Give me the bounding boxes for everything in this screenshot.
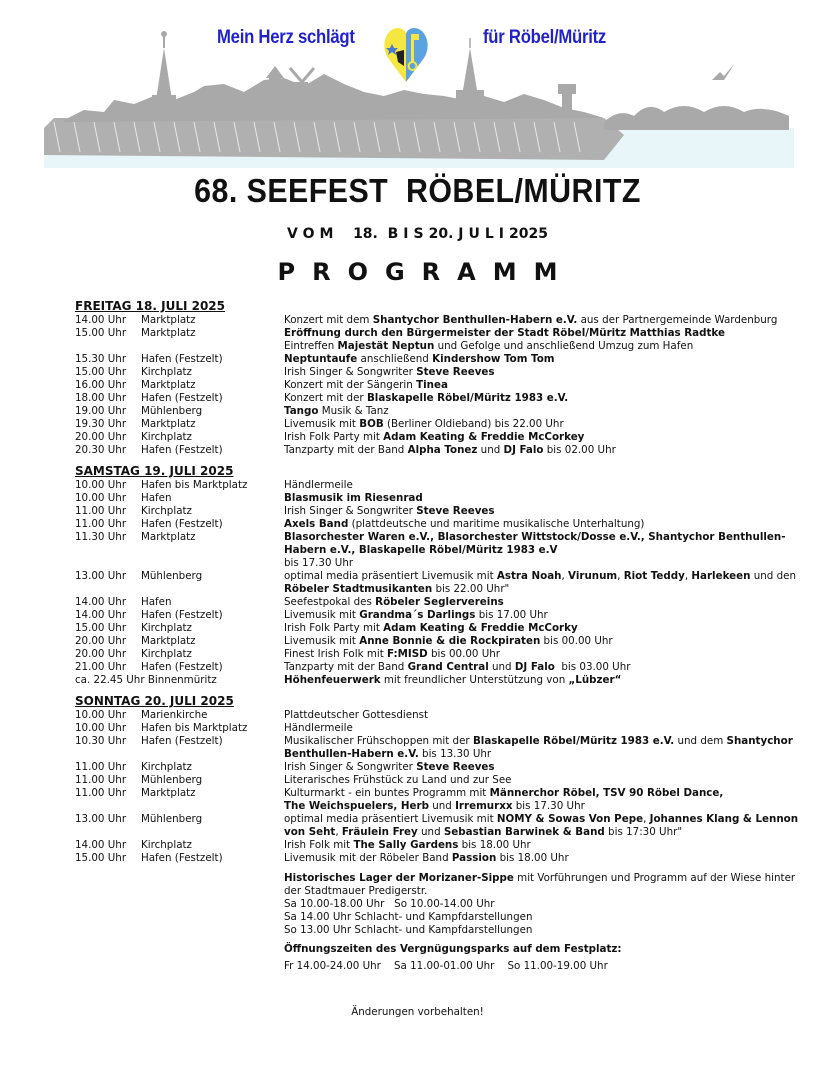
plain-text: und Gefolge und anschließend Umzug zum Hafen (434, 340, 694, 352)
plain-text: (plattdeutsche und maritime musikalische Unterhaltung) (348, 518, 645, 530)
plain-text: Eintreffen (284, 340, 338, 352)
event-location: Marktplatz (141, 787, 196, 799)
plain-text: bis 13.30 Uhr (418, 748, 492, 760)
day-section (75, 299, 805, 457)
event-time: 14.00 Uhr (75, 314, 127, 326)
event-time: 19.30 Uhr (75, 418, 127, 430)
event-description (284, 505, 805, 518)
plain-text: (Berliner Oldieband) bis 22.00 Uhr (383, 418, 564, 430)
highlight-text: Majestät Neptun (337, 340, 435, 352)
town-skyline-illustration (44, 0, 794, 168)
lager-sunday-battle: So 13.00 Uhr Schlacht- und Kampfdarstellungen (284, 924, 533, 936)
event-location: Mühlenberg (141, 405, 203, 417)
lager-text: mit Vorführungen und Programm auf der Wiese hinter der Stadtmauer Predigerstr. (284, 872, 796, 897)
event-location: Mühlenberg (141, 813, 203, 825)
event-description (284, 761, 805, 774)
event-location: Mühlenberg (141, 570, 203, 582)
event-row (75, 674, 805, 687)
event-description (284, 722, 805, 735)
event-location: Kirchplatz (141, 648, 192, 660)
event-time: 10.30 Uhr (75, 735, 127, 747)
event-description (284, 622, 805, 635)
houses-silhouette (64, 74, 604, 122)
highlight-text: Anne Bonnie & die Rockpiraten (359, 635, 541, 647)
plain-text: bis 00.00 Uhr (540, 635, 613, 647)
plain-text: Irish Singer & Songwriter (284, 761, 417, 773)
plain-text: Händlermeile (284, 722, 353, 734)
plain-text: Livemusik mit (284, 635, 360, 647)
event-row (75, 787, 805, 813)
slogan-right: für Röbel/Müritz (483, 27, 607, 48)
event-row (75, 722, 805, 735)
event-time: 11.00 Uhr (75, 505, 127, 517)
event-description (284, 609, 805, 622)
event-time: 20.00 Uhr (75, 431, 127, 443)
event-location: Hafen bis Marktplatz (141, 722, 248, 734)
lager-description (284, 872, 805, 898)
plain-text: Musikalischer Frühschoppen mit der (284, 735, 473, 747)
event-row (75, 431, 805, 444)
event-time: ca. 22.45 Uhr Binnenmüritz (75, 674, 217, 686)
event-row (75, 353, 805, 366)
event-description (284, 531, 805, 570)
event-location: Hafen (141, 596, 172, 608)
event-row (75, 761, 805, 774)
event-row (75, 570, 805, 596)
event-description (284, 392, 805, 405)
plain-text: , (643, 813, 650, 825)
event-time: 15.00 Uhr (75, 327, 127, 339)
event-location: Hafen (Festzelt) (141, 392, 223, 404)
event-location: Hafen (Festzelt) (141, 661, 223, 673)
event-location: Marktplatz (141, 635, 196, 647)
event-time: 15.00 Uhr (75, 852, 127, 864)
event-time: 20.00 Uhr (75, 635, 127, 647)
highlight-text: Blasorchester Waren e.V., Blasorchester Wittstock/Dosse e.V., Shantychor Benthullen-Habern e.V., Blaskapelle Röbel/Müritz 1983 e.V (284, 531, 786, 556)
event-description (284, 327, 805, 340)
dates-vom: VOM (287, 226, 339, 242)
dates-bis: BIS (387, 226, 429, 242)
event-row (75, 648, 805, 661)
event-time: 21.00 Uhr (75, 661, 127, 673)
event-row (75, 839, 805, 852)
page-title: 68. SEEFEST RÖBEL/MÜRITZ (194, 172, 641, 209)
heart-coat-of-arms-icon (384, 28, 427, 82)
slogan-left: Mein Herz schlägt (217, 27, 355, 48)
highlight-text: Astra Noah (496, 570, 562, 582)
plain-text: Literarisches Frühstück zu Land und zur See (284, 774, 512, 786)
highlight-text: Adam Keating & Freddie McCorkey (383, 431, 585, 443)
event-row (75, 492, 805, 505)
plain-text: und dem (674, 735, 727, 747)
event-description (284, 431, 805, 444)
event-time: 16.00 Uhr (75, 379, 127, 391)
event-location: Kirchplatz (141, 622, 192, 634)
event-row (75, 418, 805, 431)
plain-text: bis 18.00 Uhr (458, 839, 531, 851)
plain-text: bis 02.00 Uhr (543, 444, 616, 456)
event-description (284, 570, 805, 596)
event-description (284, 709, 805, 722)
day-heading: SONNTAG 20. JULI 2025 (75, 694, 234, 708)
plain-text: bis 17:30 Uhr" (604, 826, 683, 838)
park-hours: Fr 14.00-24.00 Uhr Sa 11.00-01.00 Uhr So 11.00-19.00 Uhr (284, 960, 608, 972)
event-description (284, 405, 805, 418)
highlight-text: Steve Reeves (416, 761, 495, 773)
event-description (284, 314, 805, 327)
event-row (75, 661, 805, 674)
event-time: 18.00 Uhr (75, 392, 127, 404)
event-time: 11.00 Uhr (75, 761, 127, 773)
event-description (284, 518, 805, 531)
highlight-text: Männerchor Röbel, TSV 90 Röbel Dance, (489, 787, 724, 799)
event-description (284, 648, 805, 661)
plain-text: Livemusik mit (284, 418, 360, 430)
event-row (75, 609, 805, 622)
highlight-text: Röbeler Seglervereins (375, 596, 504, 608)
highlight-text: Irremurxx (455, 800, 513, 812)
plain-text: aus der Partnergemeinde Wardenburg (577, 314, 778, 326)
event-row (75, 505, 805, 518)
event-location: Kirchplatz (141, 839, 192, 851)
program-schedule (75, 299, 805, 973)
highlight-text: DJ Falo (514, 661, 555, 673)
highlight-text: The Weichspuelers, Herb (284, 800, 429, 812)
plain-text: Livemusik mit der Röbeler Band (284, 852, 452, 864)
plain-text: optimal media präsentiert Livemusik mit (284, 570, 497, 582)
footer-note: Änderungen vorbehalten! (351, 1006, 484, 1018)
plain-text: bis 17.30 Uhr (512, 800, 585, 812)
day-heading: SAMSTAG 19. JULI 2025 (75, 464, 234, 478)
event-location: Kirchplatz (141, 505, 192, 517)
event-time: 11.30 Uhr (75, 531, 127, 543)
programm-heading: PROGRAMM (277, 258, 575, 286)
event-description (284, 353, 805, 366)
highlight-text: Adam Keating & Freddie McCorky (383, 622, 578, 634)
plain-text: Konzert mit der (284, 392, 367, 404)
plain-text: Tanzparty mit der Band (284, 444, 408, 456)
event-row (75, 379, 805, 392)
festival-dates (0, 226, 835, 242)
event-description (284, 774, 805, 787)
highlight-text: Kindershow Tom Tom (432, 353, 555, 365)
highlight-text: Alpha Tonez (407, 444, 478, 456)
event-location: Hafen (Festzelt) (141, 518, 223, 530)
highlight-text: Shantychor Benthullen-Habern e.V. (372, 314, 578, 326)
plain-text: bis 00.00 Uhr (427, 648, 501, 660)
plain-text: und (477, 444, 504, 456)
event-row (75, 518, 805, 531)
event-time: 10.00 Uhr (75, 709, 127, 721)
highlight-text: Blaskapelle Röbel/Müritz 1983 e.V. (472, 735, 675, 747)
seagull (712, 64, 734, 80)
plain-text: bis 17.30 Uhr (284, 557, 354, 569)
event-time: 14.00 Uhr (75, 596, 127, 608)
event-row (75, 392, 805, 405)
highlight-text: Blaskapelle Röbel/Müritz 1983 e.V. (366, 392, 569, 404)
dates-from: 18. (353, 226, 378, 242)
extra-info (284, 872, 805, 973)
highlight-text: Neptuntaufe (284, 353, 358, 365)
event-time: 14.00 Uhr (75, 609, 127, 621)
event-location: Hafen (Festzelt) (141, 735, 223, 747)
highlight-text: Virunum (568, 570, 618, 582)
plain-text: Seefestpokal des (284, 596, 376, 608)
plain-text: Händlermeile (284, 479, 353, 491)
highlight-text: Röbeler Stadtmusikanten (284, 583, 433, 595)
highlight-text: Axels Band (284, 518, 349, 530)
plain-text: und (488, 661, 515, 673)
event-time: 19.00 Uhr (75, 405, 127, 417)
event-location: Kirchplatz (141, 761, 192, 773)
plain-text: Irish Singer & Songwriter (284, 505, 417, 517)
event-time: 15.00 Uhr (75, 366, 127, 378)
highlight-text: Steve Reeves (416, 366, 495, 378)
highlight-text: Shantychor Benthullen-Habern e.V. (284, 735, 797, 760)
plain-text: bis 17.00 Uhr (475, 609, 548, 621)
plain-text: mit freundlicher Unterstützung von (380, 674, 569, 686)
plain-text: , (561, 570, 569, 582)
event-description (284, 813, 805, 839)
event-row (75, 709, 805, 722)
day-section (75, 464, 805, 687)
event-row (75, 366, 805, 379)
event-location: Hafen (141, 492, 172, 504)
plain-text: Irish Folk Party mit (284, 431, 384, 443)
plain-text: Tanzparty mit der Band (284, 661, 408, 673)
plain-text: und den (750, 570, 800, 582)
event-location: Marktplatz (141, 327, 196, 339)
highlight-text: Riot Teddy (623, 570, 685, 582)
header-banner (44, 0, 794, 168)
highlight-text: Steve Reeves (416, 505, 495, 517)
trees-right (604, 106, 789, 130)
event-location: Hafen bis Marktplatz (141, 479, 248, 491)
event-row (75, 774, 805, 787)
plain-text: Livemusik mit (284, 609, 360, 621)
event-description (284, 366, 805, 379)
church-spire-right (462, 48, 478, 96)
plain-text: Konzert mit dem (284, 314, 373, 326)
highlight-text: Eröffnung durch den Bürgermeister der Stadt Röbel/Müritz Matthias Radtke (284, 327, 725, 339)
lager-times: Sa 10.00-18.00 Uhr So 10.00-14.00 Uhr (284, 898, 495, 910)
highlight-text: „Lübzer“ (568, 674, 622, 686)
plain-text: bis 18.00 Uhr (496, 852, 569, 864)
highlight-text: Grand Central (407, 661, 489, 673)
event-time: 20.00 Uhr (75, 648, 127, 660)
event-row (75, 852, 805, 865)
plain-text: optimal media präsentiert Livemusik mit (284, 813, 497, 825)
event-row (75, 314, 805, 327)
event-row (75, 479, 805, 492)
event-description (284, 479, 805, 492)
event-row (75, 444, 805, 457)
event-location: Hafen (Festzelt) (141, 444, 223, 456)
event-location: Mühlenberg (141, 774, 203, 786)
plain-text: bis 03.00 Uhr (554, 661, 631, 673)
highlight-text: BOB (359, 418, 384, 430)
day-heading: FREITAG 18. JULI 2025 (75, 299, 225, 313)
event-description (284, 596, 805, 609)
event-time: 11.00 Uhr (75, 518, 127, 530)
event-description (284, 661, 805, 674)
event-time: 10.00 Uhr (75, 492, 127, 504)
plain-text: , (335, 826, 342, 838)
event-time: 15.00 Uhr (75, 622, 127, 634)
day-section (75, 694, 805, 865)
plain-text: , (684, 570, 692, 582)
plain-text: Irish Folk mit (284, 839, 354, 851)
event-description (284, 379, 805, 392)
event-location: Kirchplatz (141, 431, 192, 443)
highlight-text: Fräulein Frey (341, 826, 418, 838)
event-description (284, 852, 805, 865)
highlight-text: Passion (451, 852, 497, 864)
church-spire-left (156, 48, 172, 100)
event-row (75, 735, 805, 761)
lager-saturday-battle: Sa 14.00 Uhr Schlacht- und Kampfdarstellungen (284, 911, 533, 923)
highlight-text: Blasmusik im Riesenrad (284, 492, 423, 504)
event-location: Marienkirche (141, 709, 208, 721)
event-description (284, 735, 805, 761)
event-location: Marktplatz (141, 418, 196, 430)
plain-text: Kulturmarkt - ein buntes Programm mit (284, 787, 490, 799)
event-time (75, 340, 141, 353)
event-location (141, 340, 284, 353)
plain-text: Finest Irish Folk mit (284, 648, 388, 660)
park-hours-title: Öffnungszeiten des Vergnügungsparks auf dem Festplatz: (284, 943, 622, 955)
highlight-text: F:MISD (387, 648, 428, 660)
plain-text: und (428, 800, 456, 812)
event-location: Hafen (Festzelt) (141, 353, 223, 365)
plain-text: bis 22.00 Uhr" (432, 583, 510, 595)
event-description (284, 492, 805, 505)
event-time: 20.30 Uhr (75, 444, 127, 456)
event-row (75, 596, 805, 609)
plain-text: Plattdeutscher Gottesdienst (284, 709, 428, 721)
highlight-text: NOMY & Sowas Von Pepe (496, 813, 644, 825)
event-row (75, 531, 805, 570)
highlight-text: Tango (284, 405, 319, 417)
event-description (284, 839, 805, 852)
event-row (75, 622, 805, 635)
event-location: Marktplatz (141, 379, 196, 391)
highlight-text: DJ Falo (503, 444, 544, 456)
event-time: 14.00 Uhr (75, 839, 127, 851)
event-time: 13.00 Uhr (75, 570, 127, 582)
dates-month: JULI (458, 226, 509, 242)
event-time: 15.30 Uhr (75, 353, 127, 365)
plain-text: Irish Folk Party mit (284, 622, 384, 634)
dates-to: 20. (428, 226, 454, 242)
plain-text: und (417, 826, 444, 838)
event-description (284, 635, 805, 648)
highlight-text: Tinea (416, 379, 448, 391)
plain-text: Irish Singer & Songwriter (284, 366, 417, 378)
plain-text: anschließend (357, 353, 433, 365)
event-description (284, 787, 805, 813)
highlight-text: Johannes Klang & Lennon von Seht (284, 813, 802, 838)
lager-title: Historisches Lager der Morizaner-Sippe (284, 872, 514, 884)
plain-text: Musik & Tanz (318, 405, 389, 417)
event-row (75, 405, 805, 418)
highlight-text: Sebastian Barwinek & Band (443, 826, 605, 838)
plain-text: , (617, 570, 624, 582)
event-time: 10.00 Uhr (75, 479, 127, 491)
highlight-text: Harlekeen (691, 570, 751, 582)
event-time: 13.00 Uhr (75, 813, 127, 825)
event-location: Marktplatz (141, 314, 196, 326)
event-description (284, 340, 805, 353)
highlight-text: Höhenfeuerwerk (284, 674, 381, 686)
event-location: Kirchplatz (141, 366, 192, 378)
event-location: Marktplatz (141, 531, 196, 543)
event-row (75, 635, 805, 648)
event-time: 11.00 Uhr (75, 774, 127, 786)
event-description (284, 674, 805, 687)
event-time: 10.00 Uhr (75, 722, 127, 734)
event-location: Hafen (Festzelt) (141, 852, 223, 864)
event-row (75, 813, 805, 839)
highlight-text: Grandma´s Darlings (359, 609, 476, 621)
event-location: Hafen (Festzelt) (141, 609, 223, 621)
dates-year: 2025 (509, 226, 548, 242)
highlight-text: The Sally Gardens (353, 839, 459, 851)
plain-text: Konzert mit der Sängerin (284, 379, 417, 391)
event-description (284, 444, 805, 457)
event-description (284, 418, 805, 431)
event-row (75, 327, 805, 340)
event-row (75, 340, 805, 353)
event-time: 11.00 Uhr (75, 787, 127, 799)
